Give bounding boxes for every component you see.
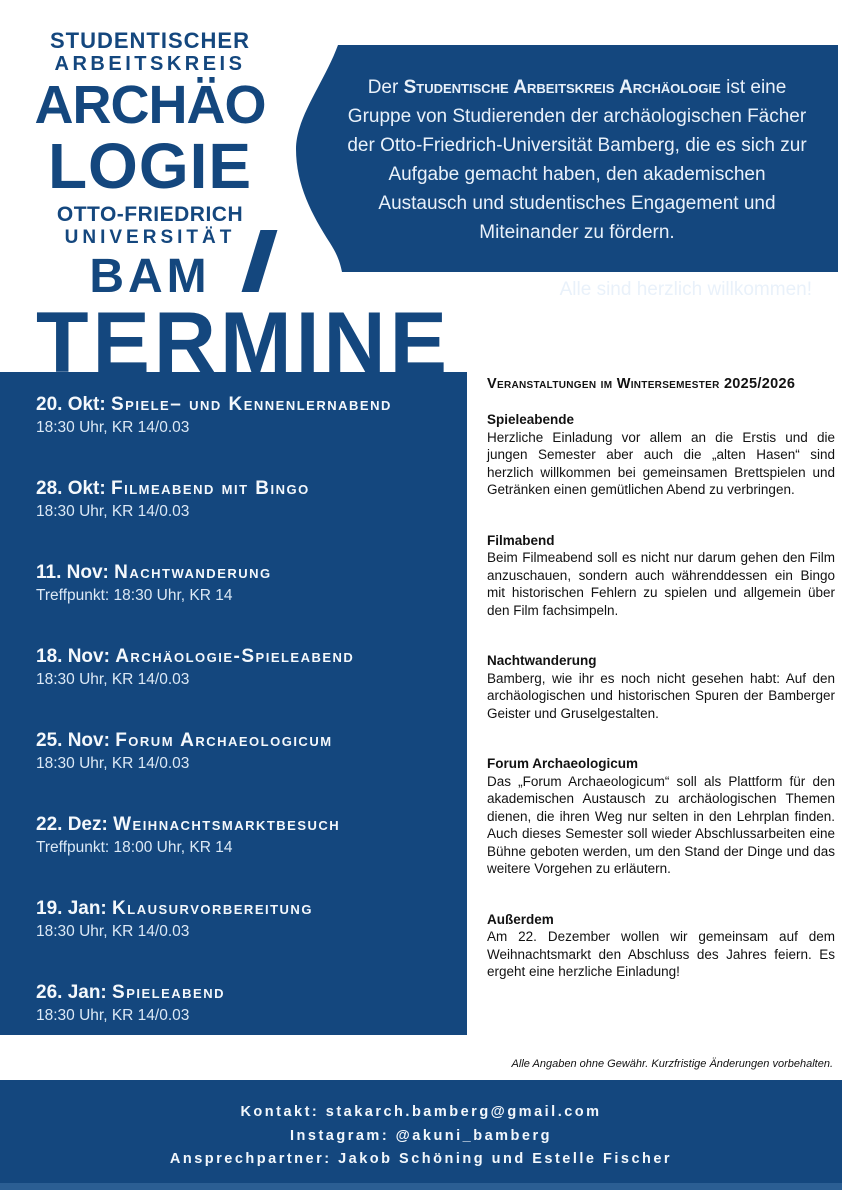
event-title — [36, 477, 453, 501]
event-date: 26. Jan: — [36, 982, 107, 1003]
section-title: Außerdem — [487, 911, 554, 927]
event-title — [36, 393, 453, 417]
event-title — [36, 561, 453, 585]
contact-email-line: Kontakt: stakarch.bamberg@gmail.com — [240, 1104, 602, 1120]
event-name: Forum Archaeologicum — [115, 730, 333, 751]
event-date: 11. Nov: — [36, 562, 109, 583]
event-date: 22. Dez: — [36, 814, 108, 835]
section-body: Das „Forum Archaeologicum“ soll als Plattform für den akademischen Austausch zu archäologischen Themen dienen, die ihren Weg nur selten in den Lehrplan finden. Auch dieses Semester soll wieder Abschlussarbeiten eine Bühne geboten werden, um den Stand der Dinge und das weitere Vorgehen zu erläutern. — [487, 773, 835, 876]
logo-line: BAM — [89, 250, 211, 303]
event-detail: 18:30 Uhr, KR 14/0.03 — [36, 671, 190, 688]
intro-paragraph — [342, 73, 812, 247]
section-body: Bamberg, wie ihr es noch nicht gesehen habt: Auf den archäologischen und historischen Spuren der Bamberger Geister und Gruselgestalten. — [487, 670, 835, 721]
event-detail: 18:30 Uhr, KR 14/0.03 — [36, 503, 190, 520]
event-item — [36, 645, 453, 691]
event-name: Filmeabend mit Bingo — [110, 478, 310, 499]
intro-prefix: Der — [367, 77, 404, 98]
event-detail: 18:30 Uhr, KR 14/0.03 — [36, 923, 190, 940]
event-name: Nachtwanderung — [114, 562, 272, 583]
event-item — [36, 813, 453, 859]
event-detail: 18:30 Uhr, KR 14/0.03 — [36, 419, 190, 436]
instagram-line: Instagram: @akuni_bamberg — [290, 1127, 552, 1144]
event-title — [36, 645, 453, 669]
event-item — [36, 477, 453, 523]
disclaimer-note: Alle Angaben ohne Gewähr. Kurzfristige Änderungen vorbehalten. — [511, 1058, 833, 1070]
footer-bar — [0, 1080, 842, 1190]
logo-line: ARCHÄO — [34, 75, 266, 135]
intro-banner — [270, 45, 838, 300]
event-item — [36, 897, 453, 943]
logo-line: STUDENTISCHER — [49, 28, 250, 53]
events-panel — [0, 372, 467, 1035]
event-date: 20. Okt: — [36, 394, 106, 415]
section-body: Am 22. Dezember wollen wir gemeinsam auf dem Weihnachtsmarkt den Abschluss des Jahres feiern. Es ergeht eine herzliche Einladung! — [487, 929, 835, 979]
event-name: Klausurvorbereitung — [112, 898, 313, 919]
section-title: Nachtwanderung — [487, 653, 597, 668]
event-name: Archäologie-Spieleabend — [115, 646, 355, 667]
event-title — [36, 897, 453, 921]
section-body: Herzliche Einladung vor allem an die Erstis und die jungen Semester aber auch die „alten Hasen“ sind herzlich willkommen bei gemeinsamen Brettspielen und Getränken einen gemütlichen Abend zu verbringen. — [487, 429, 835, 497]
event-item — [36, 981, 453, 1027]
logo-line: OTTO-FRIEDRICH — [56, 203, 244, 226]
event-detail: Treffpunkt: 18:30 Uhr, KR 14 — [36, 587, 233, 604]
program-section — [487, 755, 835, 878]
intro-text — [342, 73, 812, 304]
welcome-line: Alle sind herzlich willkommen! — [559, 279, 812, 300]
event-title — [36, 729, 453, 753]
section-title: Spieleabende — [487, 412, 575, 427]
event-date: 18. Nov: — [36, 646, 110, 667]
event-title — [36, 813, 453, 837]
event-date: 19. Jan: — [36, 898, 107, 919]
intro-rest: ist eine Gruppe von Studierenden der archäologischen Fächer der Otto-Friedrich-Universität Bamberg, die es sich zur Aufgabe gemacht haben, den akademischen Austausch und studentisches Engagement und Miteinander zu fördern. — [347, 77, 807, 243]
termine-heading: TERMINE — [36, 295, 451, 391]
logo-line: ARBEITSKREIS — [54, 53, 246, 75]
event-title — [36, 981, 453, 1005]
event-item — [36, 393, 453, 439]
event-date: 28. Okt: — [36, 478, 106, 499]
event-item — [36, 561, 453, 607]
event-detail: 18:30 Uhr, KR 14/0.03 — [36, 1007, 190, 1024]
event-item — [36, 729, 453, 775]
group-name: Studentische Arbeitskreis Archäologie — [403, 77, 721, 98]
contact-persons-line: Ansprechpartner: Jakob Schöning und Estelle Fischer — [169, 1151, 673, 1167]
amphora-wordcloud-logo — [28, 30, 272, 301]
logo-line: LOGIE — [47, 130, 253, 202]
logo-line: UNIVERSITÄT — [64, 227, 236, 248]
program-section — [487, 652, 835, 722]
event-detail: 18:30 Uhr, KR 14/0.03 — [36, 755, 190, 772]
program-section — [487, 411, 835, 499]
event-date: 25. Nov: — [36, 730, 110, 751]
event-detail: Treffpunkt: 18:00 Uhr, KR 14 — [36, 839, 233, 856]
program-column — [487, 376, 835, 1014]
event-name: Weihnachtsmarktbesuch — [113, 814, 341, 835]
section-title: Filmabend — [487, 532, 555, 548]
program-section — [487, 532, 835, 620]
event-name: Spiele– und Kennenlernabend — [110, 394, 392, 415]
section-title: Forum Archaeologicum — [487, 756, 639, 771]
program-heading: Veranstaltungen im Wintersemester 2025/2026 — [487, 376, 796, 392]
event-name: Spieleabend — [112, 982, 226, 1003]
program-section — [487, 911, 835, 981]
section-body: Beim Filmeabend soll es nicht nur darum gehen den Film anzuschauen, sondern auch währenddessen ein Bingo mit historischen Fehlern zu spielen und allgemein über den Film fachsimpeln. — [487, 550, 835, 618]
